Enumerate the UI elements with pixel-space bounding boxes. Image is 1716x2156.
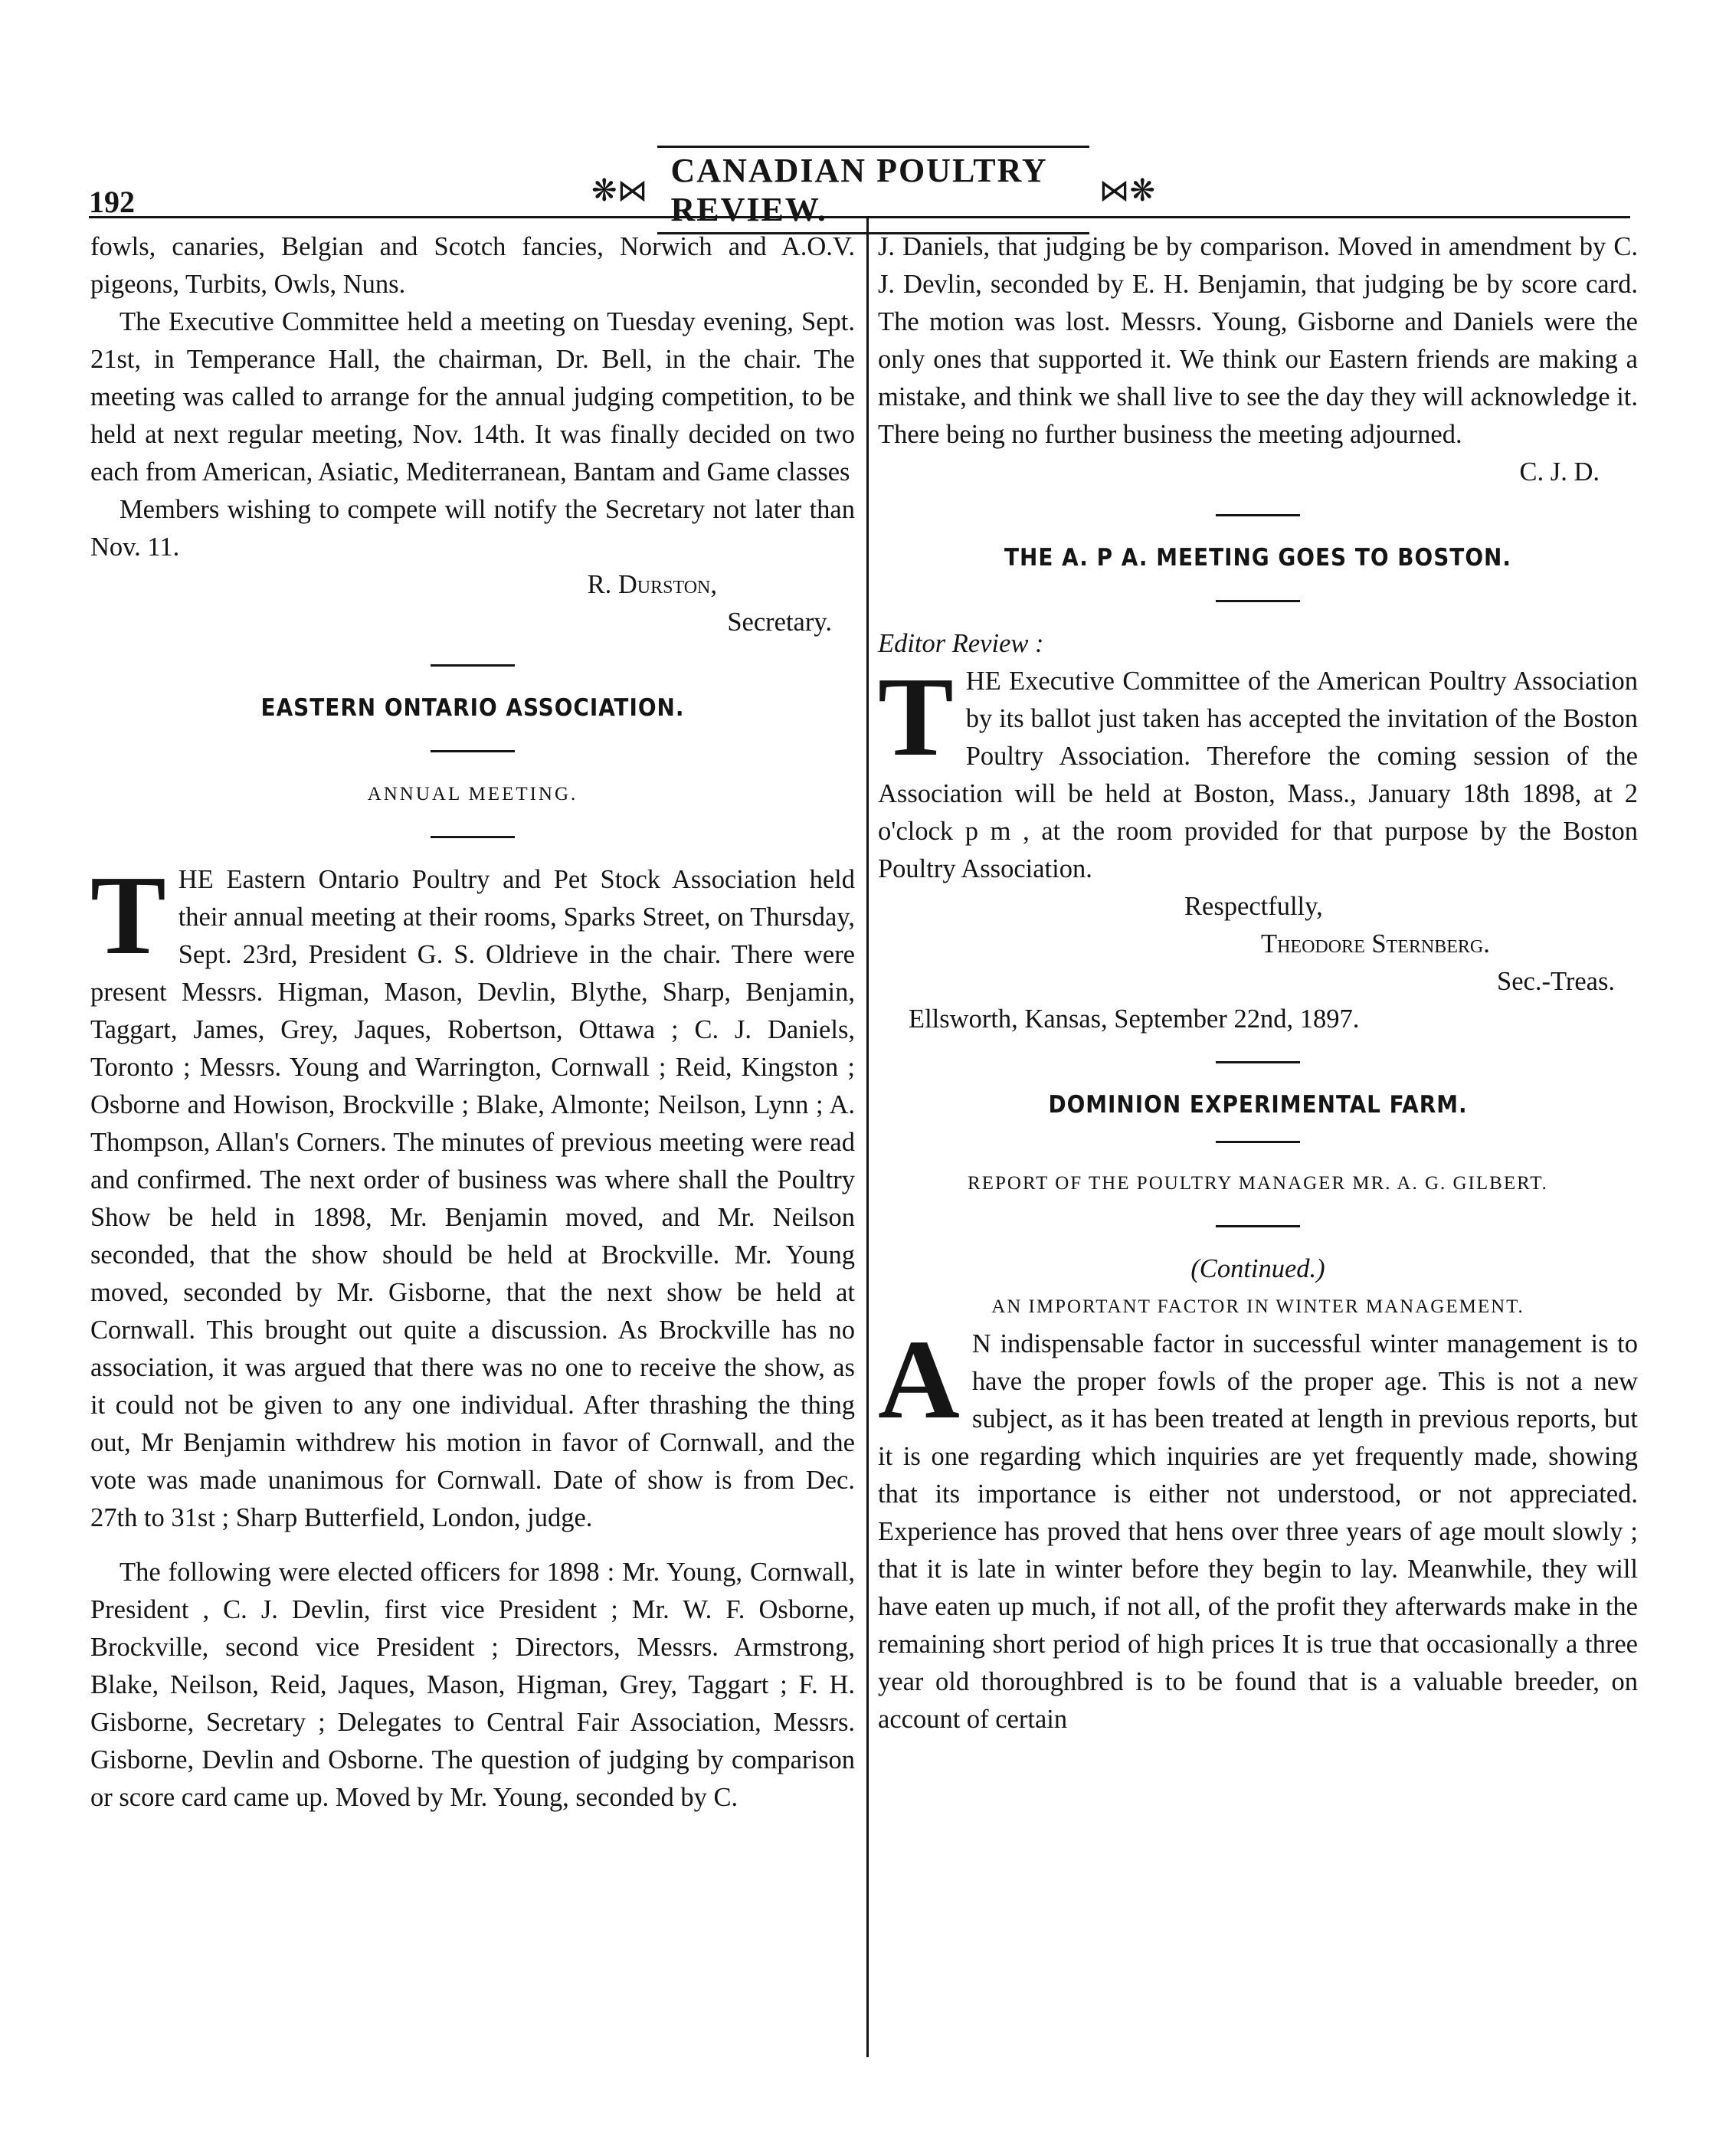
section-title-eastern-ontario: EASTERN ONTARIO ASSOCIATION. xyxy=(260,694,685,722)
paragraph-executive-meeting: The Executive Committee held a meeting on Tuesday evening, Sept. 21st, in Temperance Hall, the chairman, Dr. Bell, in the chair. The meeting was called to arrange for the annual judging competition, to be held at next regular meeting, Nov. 14th. It was finally decided on two each from American, Asiatic, Mediterranean, Bantam and Game classes xyxy=(90,307,855,487)
section-rule xyxy=(431,750,515,752)
paragraph-fowls: fowls, canaries, Belgian and Scotch fancies, Norwich and A.O.V. pigeons, Turbits, Owls, Nuns. xyxy=(90,232,855,299)
place-and-date: Ellsworth, Kansas, September 22nd, 1897. xyxy=(909,1004,1360,1034)
section-rule xyxy=(1216,514,1300,516)
section-rule xyxy=(1216,1141,1300,1143)
left-column xyxy=(90,228,855,1817)
paragraph-apa xyxy=(878,654,1638,888)
section-title-experimental-farm: DOMINION EXPERIMENTAL FARM. xyxy=(1048,1091,1468,1119)
page-number: 192 xyxy=(89,185,135,219)
signature-sec-treas: Sec.-Treas. xyxy=(1497,967,1615,996)
signature-title: Secretary. xyxy=(727,608,832,637)
header-rule xyxy=(89,216,1630,218)
editor-salutation: Editor Review : xyxy=(878,629,1044,658)
drop-cap: T xyxy=(90,853,166,978)
paragraph-officers: The following were elected officers for 1898 : Mr. Young, Cornwall, President , C. J. Devlin, first vice President ; Mr. W. F. Osborne, Brockville, second vice President ; Directors, Messrs. Armstrong, Blake, Neilson, Reid, Jaques, Mason, Higman, Grey, Taggart ; F. H. Gisborne, Secretary ; Delegates to Central Fair Association, Messrs. Gisborne, Devlin and Osborne. The question of judging by comparison or score card came up. Moved by Mr. Young, seconded by C. xyxy=(90,1558,855,1812)
ornament-left-icon: ❋⋈ xyxy=(591,172,648,208)
paragraph-apa-text: HE Executive Committee of the American Poultry Association by its ballot just taken has accepted the invitation of the Boston Poultry Association. Therefore the coming session of the Association will be held at Boston, Mass., January 18th 1898, at 2 o'clock p m , at the room provided for that purpose by the Boston Poultry Association. xyxy=(878,667,1638,883)
drop-cap: A xyxy=(878,1317,960,1443)
ornament-right-icon: ⋈❋ xyxy=(1099,172,1155,208)
closing-respectfully: Respectfully, xyxy=(1184,892,1323,921)
masthead xyxy=(582,152,1164,228)
section-rule xyxy=(1216,1225,1300,1227)
column-divider xyxy=(866,218,869,2057)
signature-name: R. Durston, xyxy=(587,570,717,599)
continued-note: (Continued.) xyxy=(1190,1254,1325,1283)
subtitle-report: REPORT OF THE POULTRY MANAGER MR. A. G. GILBERT. xyxy=(968,1173,1548,1194)
paragraph-judging: J. Daniels, that judging be by comparison. Moved in amendment by C. J. Devlin, seconded by E. H. Benjamin, that judging be by score card. The motion was lost. Messrs. Young, Gisborne and Daniels were the only ones that supported it. We think our Eastern friends are making a mistake, and think we shall live to see the day they will acknowledge it. There being no further business the meeting adjourned. xyxy=(878,232,1638,449)
right-column xyxy=(878,228,1638,1738)
paragraph-annual-meeting xyxy=(90,853,855,1537)
signature-sternberg: Theodore Sternberg. xyxy=(1261,929,1490,958)
paragraph-annual-meeting-text: HE Eastern Ontario Poultry and Pet Stock Association held their annual meeting at their rooms, Sparks Street, on Thursday, Sept. 23rd, President G. S. Oldrieve in the chair. There were present Messrs. Higman, Mason, Devlin, Blythe, Sharp, Benjamin, Taggart, James, Grey, Jaques, Robertson, Ottawa ; C. J. Daniels, Toronto ; Messrs. Young and Warrington, Cornwall ; Reid, Kingston ; Osborne and Howison, Brockville ; Blake, Almonte; Neilson, Lynn ; A. Thompson, Allan's Corners. The minutes of previous meeting were read and confirmed. The next order of business was where shall the Poultry Show be held in 1898, Mr. Benjamin moved, and Mr. Neilson seconded, that the show should be held at Brockville. Mr. Young moved, seconded by Mr. Gisborne, that the next show be held at Cornwall. This brought out quite a discussion. As Brockville has no association, it was argued that there was no one to receive the show, as it could not be given to any one individual. After thrashing the thing out, Mr Benjamin withdrew his motion in favor of Cornwall, and the vote was made unanimous for Cornwall. Date of show is from Dec. 27th to 31st ; Sharp Butterfield, London, judge. xyxy=(90,865,855,1532)
drop-cap: T xyxy=(878,654,954,780)
initials-signature: C. J. D. xyxy=(1519,457,1600,487)
paragraph-winter-management xyxy=(878,1317,1638,1738)
section-rule xyxy=(1216,1061,1300,1063)
paragraph-winter-management-text: N indispensable factor in successful winter management is to have the proper fowls of the proper age. This is not a new subject, as it has been treated at length in previous reports, but it is one regarding which inquiries are yet frequently made, showing that its importance is either not understood, or not appreciated. Experience has proved that hens over three years of age moult slowly ; that it is late in winter before they begin to lay. Meanwhile, they will have eaten up much, if not all, of the profit they afterwards make in the remaining short period of high prices It is true that occasionally a three year old thoroughbred is to be found that is a valuable breeder, on account of certain xyxy=(878,1329,1638,1734)
section-title-apa-meeting: THE A. P A. MEETING GOES TO BOSTON. xyxy=(1004,544,1511,572)
section-rule xyxy=(431,836,515,838)
section-rule xyxy=(431,664,515,667)
subtitle-winter-management: AN IMPORTANT FACTOR IN WINTER MANAGEMENT. xyxy=(991,1296,1524,1317)
paragraph-members: Members wishing to compete will notify the Secretary not later than Nov. 11. xyxy=(90,495,855,562)
masthead-title: CANADIAN POULTRY REVIEW. xyxy=(657,146,1090,234)
subtitle-annual-meeting: ANNUAL MEETING. xyxy=(367,784,578,804)
section-rule xyxy=(1216,600,1300,602)
